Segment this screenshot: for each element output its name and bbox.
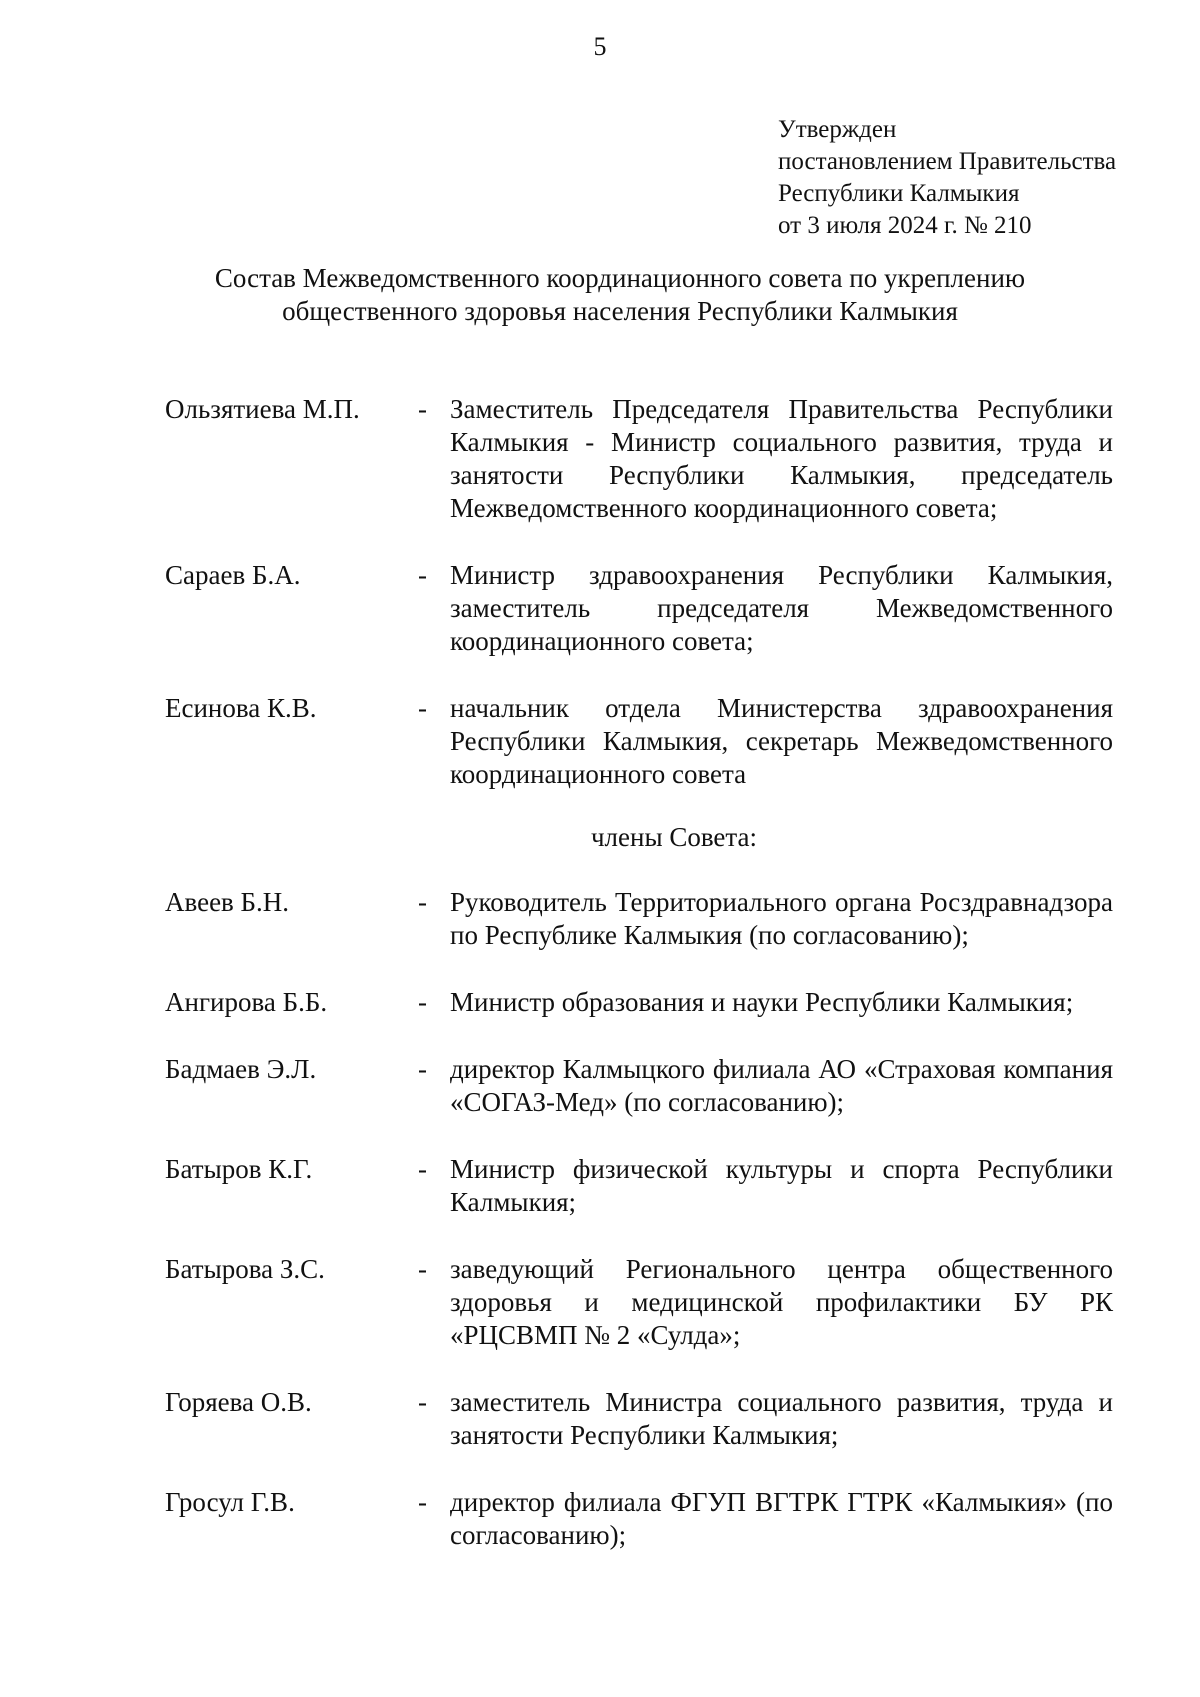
member-row (165, 1253, 1113, 1352)
approval-line: Республики Калмыкия (778, 180, 1020, 207)
title-line: общественного здоровья населения Республики Калмыкия (282, 296, 958, 326)
member-name: Авеев Б.Н. (165, 887, 290, 917)
member-role: Министр физической культуры и спорта Республики Калмыкия; (450, 1154, 1113, 1217)
member-role: Министр образования и науки Республики Калмыкия; (450, 987, 1074, 1017)
separator-dash: - (418, 1487, 427, 1517)
leadership-row (165, 692, 1113, 791)
member-name: Батырова З.С. (165, 1254, 325, 1284)
member-name: Есинова К.В. (165, 693, 317, 723)
member-role: Министр здравоохранения Республики Калмыкия, заместитель председателя Межведомственного координационного совета; (450, 560, 1113, 656)
council-composition (165, 393, 1113, 1586)
member-name: Горяева О.В. (165, 1387, 312, 1417)
separator-dash: - (418, 1254, 427, 1284)
separator-dash: - (418, 1054, 427, 1084)
member-role: заместитель Министра социального развития, труда и занятости Республики Калмыкия; (450, 1387, 1113, 1450)
member-role: директор Калмыцкого филиала АО «Страховая компания «СОГАЗ-Мед» (по согласованию); (450, 1054, 1113, 1117)
member-name: Гросул Г.В. (165, 1487, 295, 1517)
member-role: Заместитель Председателя Правительства Республики Калмыкия - Министр социального развития, труда и занятости Республики Калмыкия, председатель Межведомственного координационного совета; (450, 394, 1113, 523)
approval-line: постановлением Правительства (778, 148, 1117, 175)
member-row (165, 1053, 1113, 1119)
member-name: Ользятиева М.П. (165, 394, 360, 424)
separator-dash: - (418, 1154, 427, 1184)
separator-dash: - (418, 394, 427, 424)
approval-line: Утвержден (778, 116, 897, 143)
separator-dash: - (418, 1387, 427, 1417)
page-number: 5 (593, 32, 607, 61)
members-heading: члены Совета: (590, 822, 758, 852)
separator-dash: - (418, 693, 427, 723)
approval-line: от 3 июля 2024 г. № 210 (778, 212, 1032, 239)
member-role: заведующий Регионального центра общественного здоровья и медицинской профилактики БУ РК «РЦСВМП № 2 «Сулда»; (450, 1254, 1113, 1350)
separator-dash: - (418, 887, 427, 917)
member-row (165, 1486, 1113, 1552)
title-line: Состав Межведомственного координационного совета по укреплению (214, 263, 1026, 293)
separator-dash: - (418, 560, 427, 590)
member-row (165, 1386, 1113, 1452)
leadership-row (165, 559, 1113, 658)
member-row (165, 1153, 1113, 1219)
document-title (100, 262, 1140, 328)
member-name: Ангирова Б.Б. (165, 987, 328, 1017)
member-role: директор филиала ФГУП ВГТРК ГТРК «Калмыкия» (по согласованию); (450, 1487, 1113, 1550)
separator-dash: - (418, 987, 427, 1017)
member-name: Сараев Б.А. (165, 560, 301, 590)
member-row (165, 986, 1113, 1019)
member-name: Бадмаев Э.Л. (165, 1054, 317, 1084)
member-row (165, 886, 1113, 952)
approval-block (778, 114, 1116, 242)
member-role: начальник отдела Министерства здравоохранения Республики Калмыкия, секретарь Межведомственного координационного совета (450, 693, 1113, 789)
member-name: Батыров К.Г. (165, 1154, 313, 1184)
leadership-row (165, 393, 1113, 525)
member-role: Руководитель Территориального органа Росздравнадзора по Республике Калмыкия (по согласованию); (450, 887, 1113, 950)
